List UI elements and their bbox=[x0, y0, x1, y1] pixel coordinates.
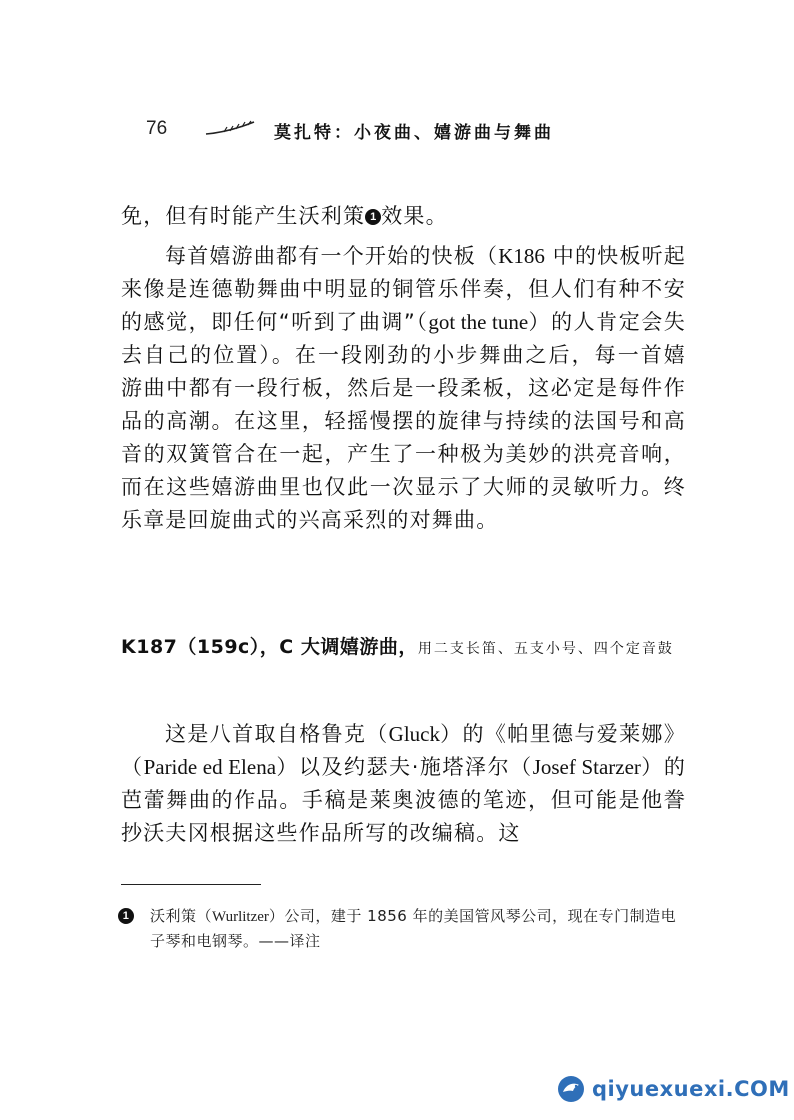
para2-text-a: 每首嬉游曲都有一个开始的快板（ bbox=[165, 244, 499, 268]
catalogue-entry bbox=[121, 630, 686, 666]
paragraph-allegro bbox=[121, 240, 686, 537]
paragraph-k187 bbox=[121, 718, 686, 850]
para1-text-before: 免，但有时能产生沃利策 bbox=[121, 204, 366, 228]
para3-text-c: ）以及约瑟夫·施塔泽尔（ bbox=[276, 755, 533, 779]
entry-scoring: 用二支长笛、五支小号、四个定音鼓 bbox=[417, 641, 674, 657]
para3-text-d: ）的芭蕾舞曲的作品。手稿是莱奥波德的笔迹，但可能是他誊抄沃夫冈根据这些作品所写的改编稿。这 bbox=[121, 755, 687, 845]
quill-ornament-icon bbox=[204, 120, 256, 138]
para1-text-after: 效果。 bbox=[381, 204, 448, 228]
page-number: 76 bbox=[146, 118, 168, 139]
footnote-reference-marker[interactable]: 1 bbox=[365, 209, 381, 225]
footnote-text-b: ）公司，建于 1856 年的美国管风琴公司，现在专门制造电子琴和电钢琴。——译注 bbox=[150, 907, 677, 950]
footnote-text-a: 沃利策（ bbox=[150, 907, 213, 925]
watermark-text: qiyuexuexi.COM bbox=[592, 1077, 790, 1101]
paragraph-continued bbox=[121, 200, 686, 233]
footnote-marker: 1 bbox=[118, 908, 134, 924]
bird-logo-icon bbox=[556, 1074, 586, 1104]
para3-text-a: 这是八首取自格鲁克（ bbox=[165, 722, 389, 746]
running-title: 莫扎特：小夜曲、嬉游曲与舞曲 bbox=[274, 123, 554, 143]
footnote bbox=[122, 904, 690, 953]
para3-latin-c: Josef Starzer bbox=[532, 755, 641, 779]
para3-latin-b: Paride ed Elena bbox=[143, 755, 277, 779]
para3-text-b: ）的《帕里德与爱莱娜》（ bbox=[121, 722, 687, 779]
para2-latin-b: got the tune bbox=[428, 310, 529, 334]
footnote-separator bbox=[121, 884, 261, 885]
para3-latin-a: Gluck bbox=[388, 722, 440, 746]
para2-text-c: ）的人肯定会失去自己的位置）。在一段刚劲的小步舞曲之后，每一首嬉游曲中都有一段行板，然后是一段柔板，这必定是每件作品的高潮。在这里，轻摇慢摆的旋律与持续的法国号和高音的双簧管合在一起，产生了一种极为美妙的洪亮音响，而在这些嬉游曲里也仅此一次显示了大师的灵敏听力。终乐章是回旋曲式的兴高采烈的对舞曲。 bbox=[121, 310, 686, 532]
entry-heading: K187（159c），C 大调嬉游曲， bbox=[121, 636, 418, 658]
site-watermark bbox=[556, 1072, 790, 1106]
para2-text-b: 中的快板听起来像是连德勒舞曲中明显的铜管乐伴奏，但人们有种不安的感觉，即任何“听到了曲调”（ bbox=[121, 244, 687, 334]
para2-latin-a: K186 bbox=[498, 244, 545, 268]
footnote-latin: Wurlitzer bbox=[212, 909, 269, 925]
running-header bbox=[146, 118, 616, 142]
